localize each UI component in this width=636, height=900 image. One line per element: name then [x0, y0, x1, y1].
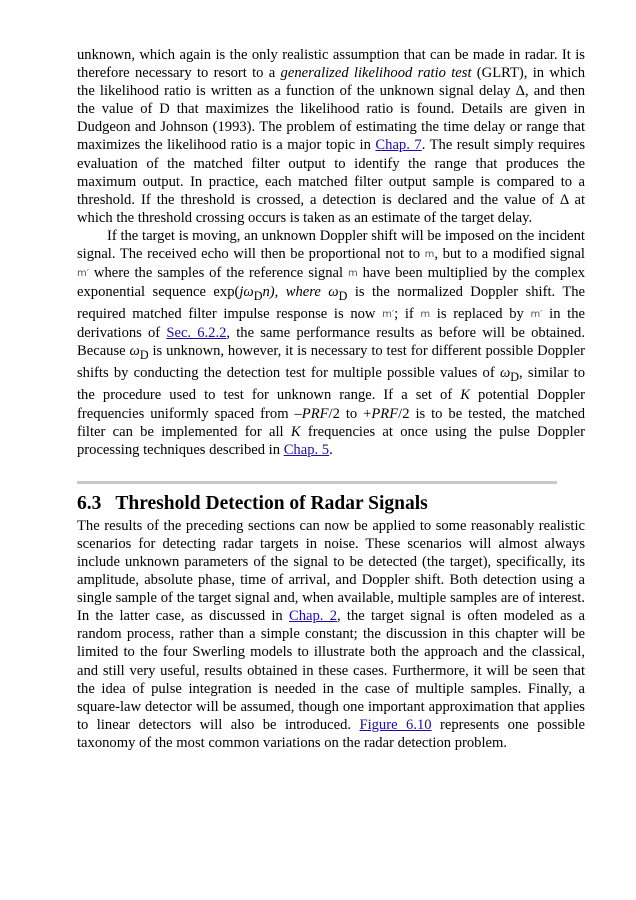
page-content [77, 46, 585, 752]
symbol-m-prime: m′ [530, 309, 543, 321]
symbol-m: m [420, 309, 431, 321]
link-sec-6-2-2[interactable]: Sec. 6.2.2 [166, 325, 227, 342]
symbol-m-prime: m′ [382, 309, 395, 321]
link-chap-5[interactable]: Chap. 5 [283, 441, 330, 458]
section-number: 6.3 [77, 492, 102, 514]
paragraph-doppler: If the target is moving, an unknown Doppler shift will be imposed on the incident signal. The received echo will then be proportional not to m, but to a modified signal m′ where the samples of the reference signal m have been multiplied by the complex exponential sequence $\exp(j\omega_Dn)$, where $\omega_D$ is the normalized Doppler shift. The required matched filter impulse response is now m′; if m is replaced by m′ in the derivations of Sec. 6.2.2, the same performance results as before will be obtained. Because $\omega_D$ is unknown, however, it is necessary to test for different possible Doppler shifts by conducting the detection test for multiple possible values of $\omega_D$, similar to the procedure used to test for unknown range. If a set of K potential Doppler frequencies uniformly spaced from –PRF/2 to +PRF/2 is to be tested, the matched filter can be implemented for all K frequencies at once using the pulse Doppler processing techniques described in Chap. 5. [77, 227, 586, 458]
glrt-term: generalized likelihood ratio test [280, 65, 472, 82]
paragraph-glrt: unknown, which again is the only realistic assumption that can be made in radar. It is therefore necessary to resort to a generalized likelihood ratio test (GLRT), in which the likelihood ratio is written as a function of the unknown signal delay Δ, and then the value of D that maximizes the likelihood ratio is found. Details are given in Dudgeon and Johnson (1993). The problem of estimating the time delay or range that maximizes the likelihood ratio is a major topic in Chap. 7. The result simply requires evaluation of the matched filter output to identify the range that produces the maximum output. In practice, each matched filter output sample is compared to a threshold. If the threshold is crossed, a detection is declared and the value of Δ at which the threshold crossing occurs is taken as an estimate of the target delay. [77, 47, 586, 226]
link-chap-7[interactable]: Chap. 7 [375, 137, 422, 154]
paragraph-threshold-detection: The results of the preceding sections can now be applied to some reasonably realistic scenarios for detecting radar targets in noise. These scenarios will almost always include unknown parameters of the signal to be detected (the target), specifically, its amplitude, absolute phase, time of arrival, and Doppler shift. Both detection using a single sample of the target signal and, when available, multiple samples are of interest. In the latter case, as discussed in Chap. 2, the target signal is often modeled as a random process, rather than a simple constant; the discussion in this chapter will be limited to the four Swerling models to illustrate both the approach and the classical, and still very useful, results obtained in these cases. Furthermore, it will be seen that the idea of pulse integration is needed in the case of multiple samples. Finally, a square-law detector will be assumed, though one important approximation that applies to linear detectors will also be introduced. Figure 6.10 represents one possible taxonomy of the most common variations on the radar detection problem. [77, 517, 586, 751]
section-heading [77, 492, 585, 516]
section-title: Threshold Detection of Radar Signals [115, 492, 428, 514]
section-divider [77, 481, 557, 484]
symbol-m-prime: m′ [77, 268, 90, 280]
symbol-m: m [424, 249, 435, 261]
link-figure-6-10[interactable]: Figure 6.10 [359, 716, 432, 733]
symbol-m: m [347, 268, 358, 280]
link-chap-2[interactable]: Chap. 2 [289, 608, 338, 625]
